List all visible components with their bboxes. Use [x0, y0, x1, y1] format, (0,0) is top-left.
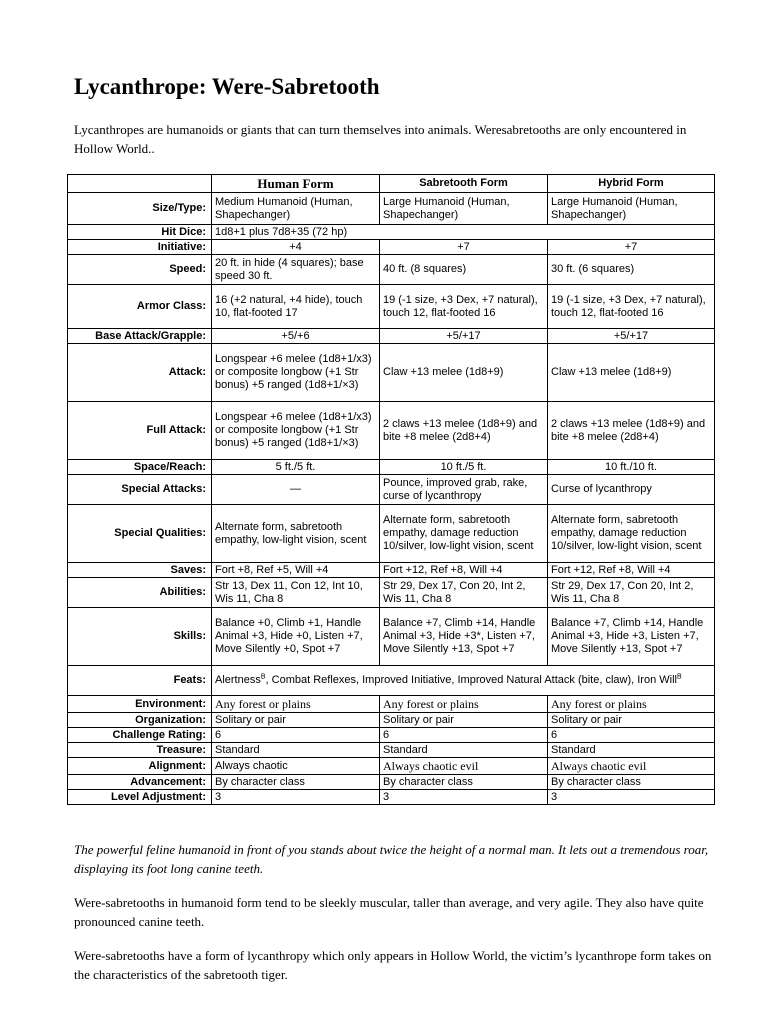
cell-human: 16 (+2 natural, +4 hide), touch 10, flat-footed 17	[212, 285, 380, 329]
row-label: Special Qualities:	[68, 505, 212, 563]
flavor-text-paragraph: The powerful feline humanoid in front of you stands about twice the height of a normal man. It lets out a tremendous roar, displaying its foot long canine teeth.	[74, 842, 709, 876]
row-label: Challenge Rating:	[68, 728, 212, 743]
cell-sabretooth: Pounce, improved grab, rake, curse of lycanthropy	[380, 475, 548, 505]
row-label: Abilities:	[68, 578, 212, 608]
bonus-feat-marker: B	[260, 673, 266, 681]
column-header-human: Human Form	[212, 175, 380, 193]
table-row-level-adjustment	[68, 790, 715, 805]
cell-human: By character class	[212, 775, 380, 790]
table-row-base-attack	[68, 329, 715, 344]
cell-sabretooth: 10 ft./5 ft.	[380, 460, 548, 475]
cell-human: Always chaotic	[212, 758, 380, 775]
cell-sabretooth: Alternate form, sabretooth empathy, damage reduction 10/silver, low-light vision, scent	[380, 505, 548, 563]
feat-text: , Combat Reflexes, Improved Initiative, Improved Natural Attack (bite, claw), Iron Will	[265, 674, 677, 686]
cell-hybrid: 10 ft./10 ft.	[548, 460, 715, 475]
table-row-alignment	[68, 758, 715, 775]
cell-hybrid: Str 29, Dex 17, Con 20, Int 2, Wis 11, Cha 8	[548, 578, 715, 608]
feat-text: Alertness	[215, 674, 261, 686]
bonus-feat-marker: B	[676, 673, 682, 681]
row-label: Base Attack/Grapple:	[68, 329, 212, 344]
cell-sabretooth: Claw +13 melee (1d8+9)	[380, 344, 548, 402]
row-label: Level Adjustment:	[68, 790, 212, 805]
cell-sabretooth: Standard	[380, 743, 548, 758]
row-label: Environment:	[68, 696, 212, 713]
cell-human: Solitary or pair	[212, 713, 380, 728]
row-label: Saves:	[68, 563, 212, 578]
description-paragraph: Were-sabretooths in humanoid form tend to be sleekly muscular, taller than average, and very agile. They also have quite pronounced canine teeth.	[74, 895, 704, 929]
row-label: Organization:	[68, 713, 212, 728]
table-row-speed	[68, 255, 715, 285]
intro-paragraph: Lycanthropes are humanoids or giants that can turn themselves into animals. Weresabretooths are only encountered in Hollow World..	[74, 122, 687, 156]
cell-sabretooth: Fort +12, Ref +8, Will +4	[380, 563, 548, 578]
row-label: Special Attacks:	[68, 475, 212, 505]
table-row-saves	[68, 563, 715, 578]
description-paragraph: Were-sabretooths have a form of lycanthropy which only appears in Hollow World, the victim’s lycanthrope form takes on the characteristics of the sabretooth tiger.	[74, 948, 712, 982]
row-label: Full Attack:	[68, 402, 212, 460]
cell-human: +5/+6	[212, 329, 380, 344]
cell-hybrid: 6	[548, 728, 715, 743]
table-row-hit-dice	[68, 225, 715, 240]
row-label: Feats:	[68, 666, 212, 696]
cell-hybrid: 3	[548, 790, 715, 805]
column-header-hybrid: Hybrid Form	[548, 175, 715, 193]
row-label: Speed:	[68, 255, 212, 285]
cell-sabretooth: 2 claws +13 melee (1d8+9) and bite +8 melee (2d8+4)	[380, 402, 548, 460]
table-row-abilities	[68, 578, 715, 608]
cell-sabretooth: By character class	[380, 775, 548, 790]
cell-human: Str 13, Dex 11, Con 12, Int 10, Wis 11, Cha 8	[212, 578, 380, 608]
table-header-row	[68, 175, 715, 193]
cell-hybrid: 2 claws +13 melee (1d8+9) and bite +8 melee (2d8+4)	[548, 402, 715, 460]
cell-hybrid: +7	[548, 240, 715, 255]
cell-human: Alternate form, sabretooth empathy, low-light vision, scent	[212, 505, 380, 563]
cell-human: Any forest or plains	[212, 696, 380, 713]
cell-human: 3	[212, 790, 380, 805]
table-row-skills	[68, 608, 715, 666]
row-label: Armor Class:	[68, 285, 212, 329]
cell-human: Balance +0, Climb +1, Handle Animal +3, Hide +0, Listen +7, Move Silently +0, Spot +7	[212, 608, 380, 666]
cell-sabretooth: Any forest or plains	[380, 696, 548, 713]
row-label: Treasure:	[68, 743, 212, 758]
row-label: Space/Reach:	[68, 460, 212, 475]
cell-human: Standard	[212, 743, 380, 758]
table-row-armor-class	[68, 285, 715, 329]
cell-human: Medium Humanoid (Human, Shapechanger)	[212, 193, 380, 225]
row-label: Initiative:	[68, 240, 212, 255]
cell-sabretooth: 6	[380, 728, 548, 743]
row-label: Alignment:	[68, 758, 212, 775]
cell-sabretooth: 40 ft. (8 squares)	[380, 255, 548, 285]
cell-hybrid: By character class	[548, 775, 715, 790]
cell-sabretooth: Large Humanoid (Human, Shapechanger)	[380, 193, 548, 225]
cell-human: —	[212, 475, 380, 505]
table-row-feats	[68, 666, 715, 696]
row-label: Size/Type:	[68, 193, 212, 225]
cell-hybrid: 30 ft. (6 squares)	[548, 255, 715, 285]
cell-hybrid: Claw +13 melee (1d8+9)	[548, 344, 715, 402]
cell-hybrid: Balance +7, Climb +14, Handle Animal +3, Hide +3, Listen +7, Move Silently +13, Spot +7	[548, 608, 715, 666]
cell-human: 6	[212, 728, 380, 743]
table-row-size-type	[68, 193, 715, 225]
table-row-environment	[68, 696, 715, 713]
cell-human: 20 ft. in hide (4 squares); base speed 30 ft.	[212, 255, 380, 285]
cell-human: Longspear +6 melee (1d8+1/x3) or composite longbow (+1 Str bonus) +5 ranged (1d8+1/×3)	[212, 344, 380, 402]
cell-hybrid: Alternate form, sabretooth empathy, damage reduction 10/silver, low-light vision, scent	[548, 505, 715, 563]
cell-hit-dice: 1d8+1 plus 7d8+35 (72 hp)	[212, 225, 715, 240]
table-row-challenge-rating	[68, 728, 715, 743]
cell-sabretooth: Str 29, Dex 17, Con 20, Int 2, Wis 11, Cha 8	[380, 578, 548, 608]
cell-sabretooth: +7	[380, 240, 548, 255]
cell-hybrid: Curse of lycanthropy	[548, 475, 715, 505]
column-header-sabretooth: Sabretooth Form	[380, 175, 548, 193]
cell-sabretooth: +5/+17	[380, 329, 548, 344]
cell-human: Longspear +6 melee (1d8+1/x3) or composite longbow (+1 Str bonus) +5 ranged (1d8+1/×3)	[212, 402, 380, 460]
table-row-attack	[68, 344, 715, 402]
cell-sabretooth: Always chaotic evil	[380, 758, 548, 775]
cell-hybrid: 19 (-1 size, +3 Dex, +7 natural), touch 12, flat-footed 16	[548, 285, 715, 329]
table-row-treasure	[68, 743, 715, 758]
cell-sabretooth: 3	[380, 790, 548, 805]
cell-hybrid: Solitary or pair	[548, 713, 715, 728]
cell-human: 5 ft./5 ft.	[212, 460, 380, 475]
cell-sabretooth: 19 (-1 size, +3 Dex, +7 natural), touch 12, flat-footed 16	[380, 285, 548, 329]
table-row-organization	[68, 713, 715, 728]
cell-human: Fort +8, Ref +5, Will +4	[212, 563, 380, 578]
table-row-full-attack	[68, 402, 715, 460]
header-blank-cell	[68, 175, 212, 193]
row-label: Hit Dice:	[68, 225, 212, 240]
table-row-special-attacks	[68, 475, 715, 505]
cell-sabretooth: Solitary or pair	[380, 713, 548, 728]
cell-hybrid: Any forest or plains	[548, 696, 715, 713]
cell-human: +4	[212, 240, 380, 255]
row-label: Skills:	[68, 608, 212, 666]
cell-feats	[212, 666, 715, 696]
cell-hybrid: Large Humanoid (Human, Shapechanger)	[548, 193, 715, 225]
page-title: Lycanthrope: Were-Sabretooth	[74, 74, 380, 99]
stat-block-table	[67, 174, 715, 805]
table-row-advancement	[68, 775, 715, 790]
cell-hybrid: Standard	[548, 743, 715, 758]
cell-hybrid: +5/+17	[548, 329, 715, 344]
cell-hybrid: Fort +12, Ref +8, Will +4	[548, 563, 715, 578]
table-row-initiative	[68, 240, 715, 255]
table-row-space-reach	[68, 460, 715, 475]
cell-sabretooth: Balance +7, Climb +14, Handle Animal +3, Hide +3*, Listen +7, Move Silently +13, Spot +7	[380, 608, 548, 666]
table-row-special-qualities	[68, 505, 715, 563]
row-label: Attack:	[68, 344, 212, 402]
cell-hybrid: Always chaotic evil	[548, 758, 715, 775]
row-label: Advancement:	[68, 775, 212, 790]
